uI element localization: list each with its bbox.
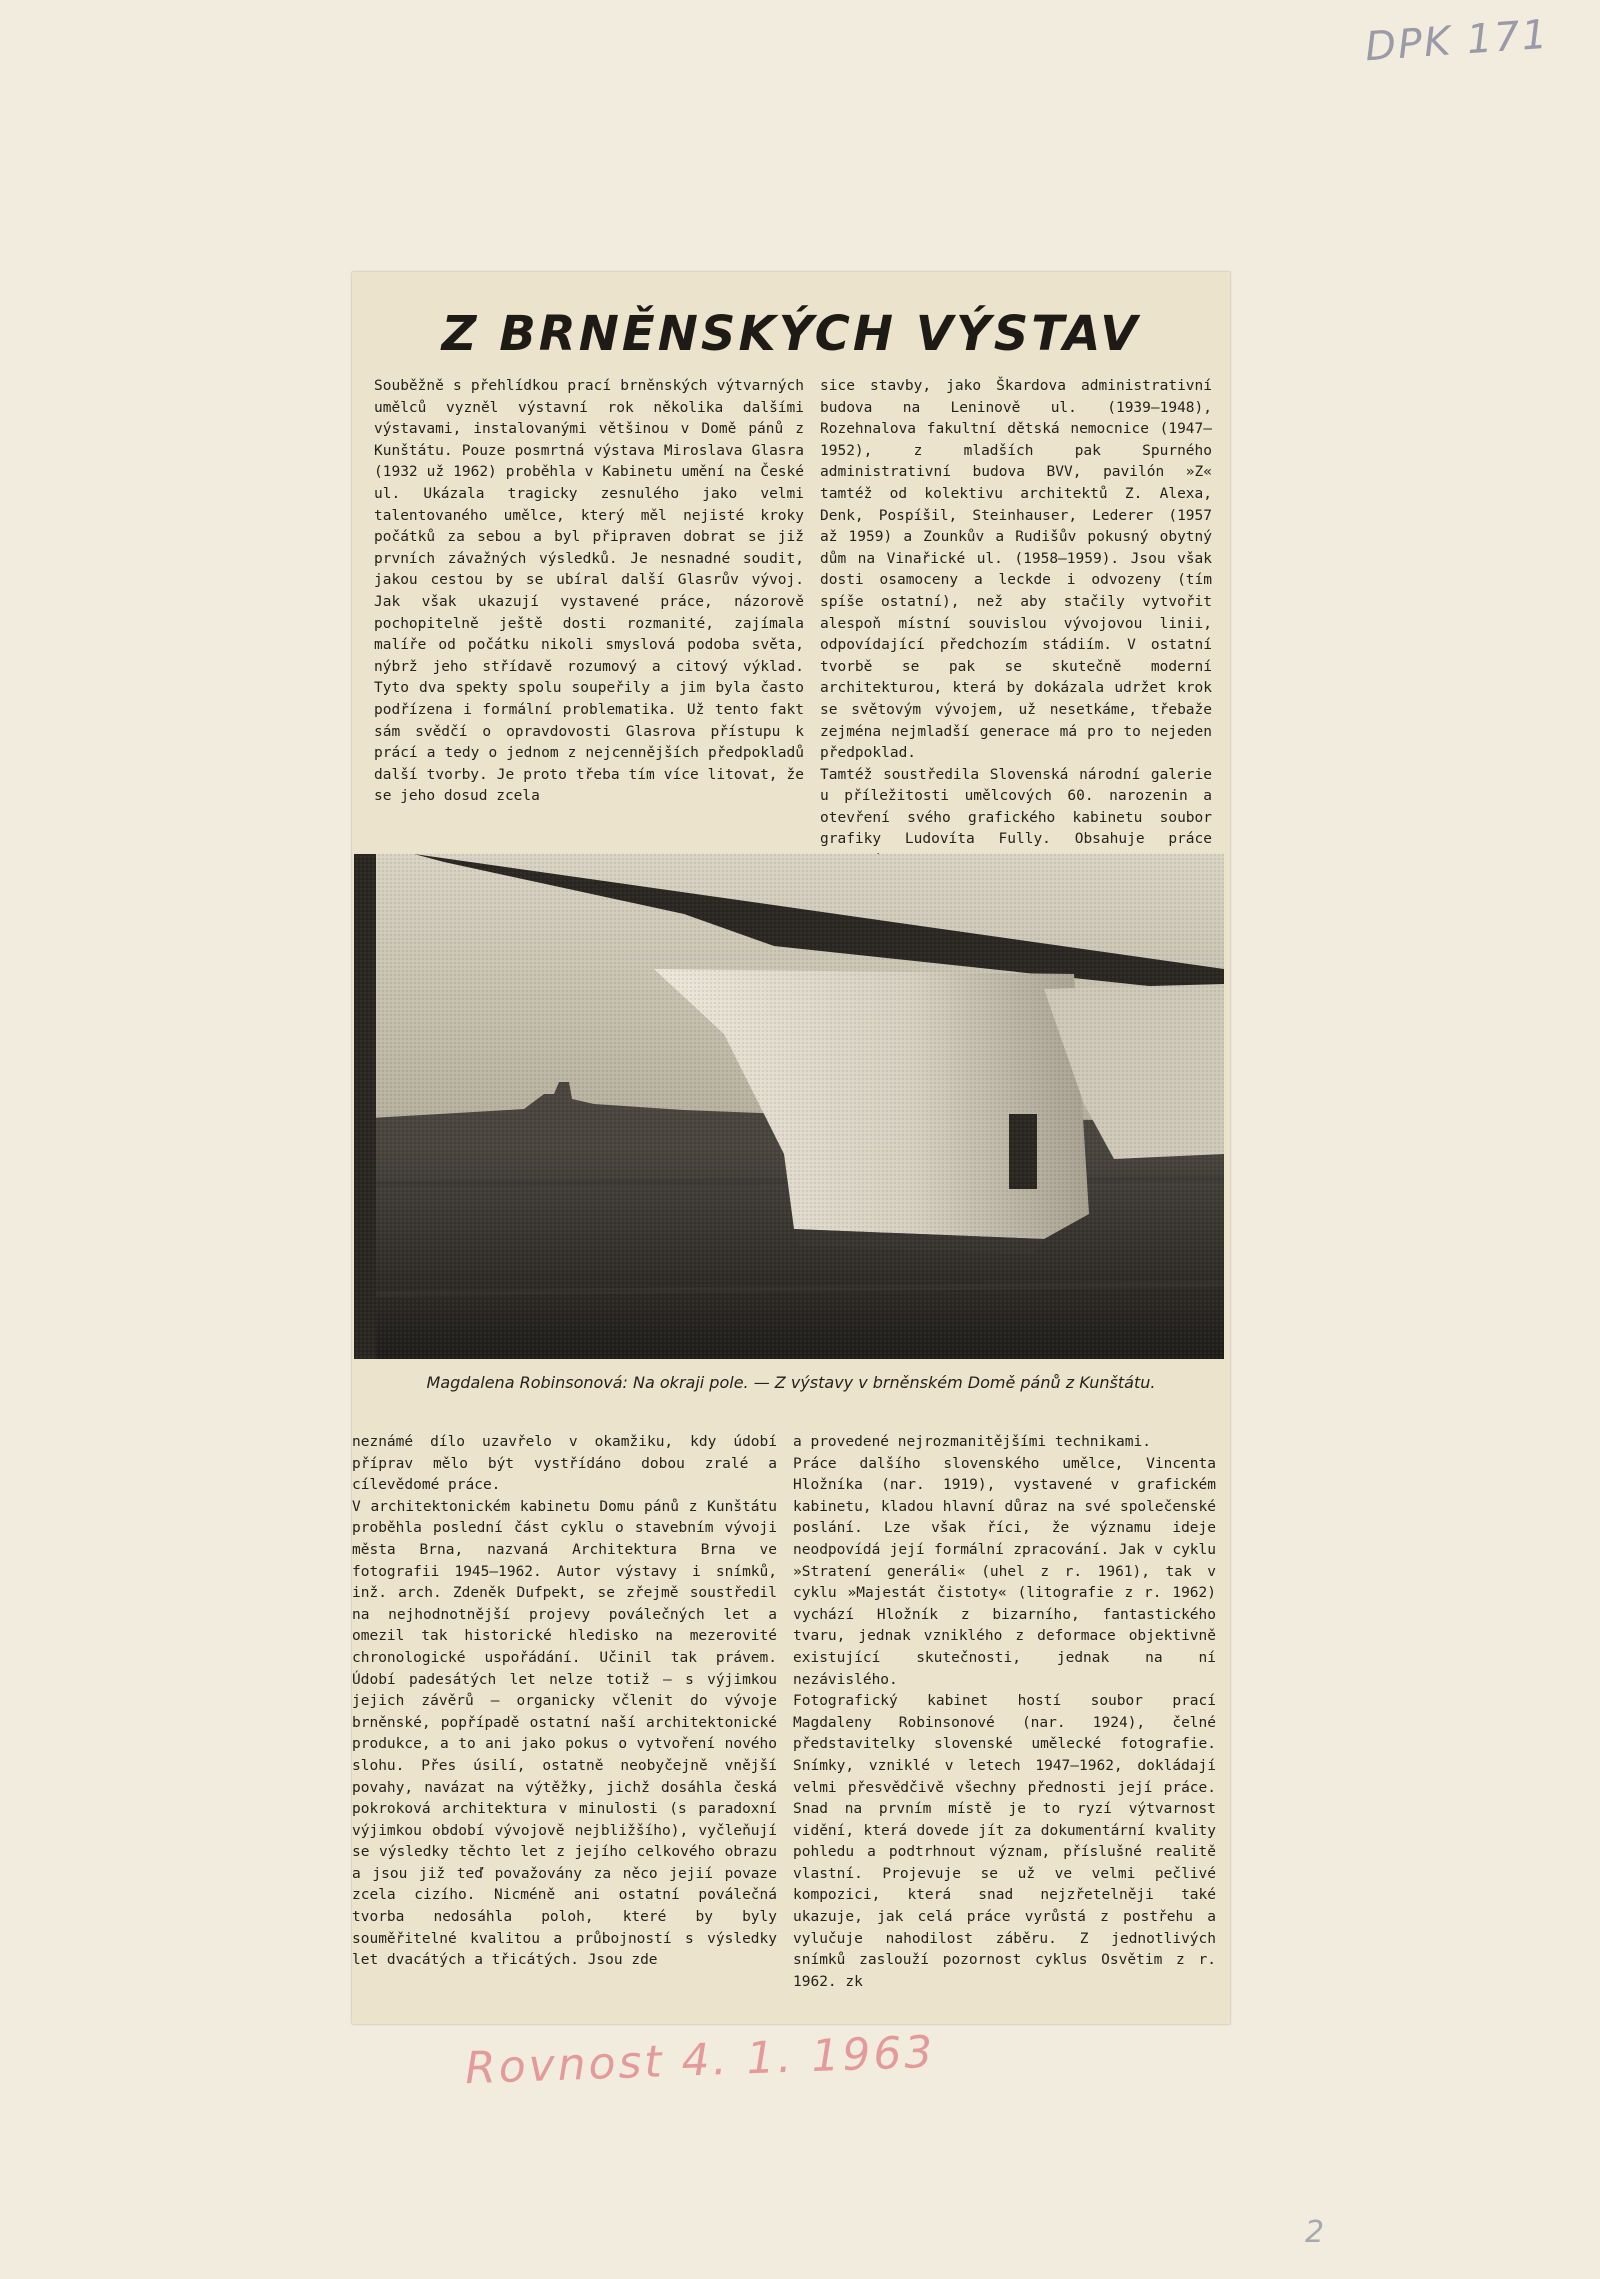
article-column-top-right: sice stavby, jako Škardova administrativní budova na Leninově ul. (1939—1948), Rozehnalova fakultní dětská nemocnice (1947—1952), z mladších pak Spurného administrativní budova BVV, pavilón »Z« tamtéž od kolektivu architektů Z. Alexa, Denk, Pospíšil, Steinhauser, Lederer (1957 až 1959) a Zounkův a Rudišův pokusný obytný dům na Vinařické ul. (1958—1959). Jsou však dosti osamoceny a leckde i odvozeny (tím spíše ostatní), než aby stačily vytvořit alespoň místní souvislou vývojovou linii, odpovídající předchozím stádiím. V ostatní tvorbě se pak se skutečně moderní architekturou, která by dokázala udržet krok se světovým vývojem, už nesetkáme, třebaže zejména nejmladší generace má pro to nejeden předpoklad. Tamtéž soustředila Slovenská národní galerie u příležitosti umělcových 60. narozenin a otevření svého grafického kabinetu soubor grafiky Ludovíta Fully. Obsahuje práce (820, 378, 1212, 848)
photo-caption: Magdalena Robinsonová: Na okraji pole. — Z výstavy v brněnském Domě pánů z Kunštátu. (426, 1373, 1156, 1392)
handwritten-source-note: Rovnost 4. 1. 1963 (464, 2026, 937, 2095)
newspaper-clipping (352, 272, 1230, 2024)
article-column-bottom-right: a provedené nejrozmanitějšími technikami. Práce dalšího slovenského umělce, Vincenta Hložníka (nar. 1919), vystavené v grafickém kabinetu, kladou hlavní důraz na své společenské poslání. Lze však říci, že významu ideje neodpovídá její formální zpracování. Jak v cyklu »Stratení generáli« (uhel z r. 1961), tak v cyklu »Majestát čistoty« (litografie z r. 1962) vychází Hložník z bizarního, fantastického tvaru, jednak vzniklého z deformace objektivně existující skutečnosti, jednak na ní nezávislého. Fotografický kabinet hostí soubor prací Magdaleny Robinsonové (nar. 1924), čelné představitelky slovenské umělecké fotografie. Snímky, vzniklé v letech 1947—1962, dokládají velmi přesvědčivě všechny přednosti její práce. Snad na prvním místě je to ryzí výtvarnost vidění, která dovede jít za dokumentární kvality pohledu a podtrhnout význam, příslušné realitě vlastní. Projevuje se už ve velmi pečlivé kompozici, která snad nejzřetelněji také ukazuje, jak celá práce vyrůstá z postřehu a vylučuje nahodilost záběru. Z jednotlivých snímků zaslouží pozornost cyklus Osvětim z r. 1962. zk (793, 1434, 1216, 1990)
article-column-top-left: Souběžně s přehlídkou prací brněnských výtvarných umělců vyzněl výstavní rok několika dalšími výstavami, instalovanými většinou v Domě pánů z Kunštátu. Pouze posmrtná výstava Miroslava Glasra (1932 už 1962) proběhla v Kabinetu umění na České ul. Ukázala tragicky zesnulého jako velmi talentovaného umělce, který měl nejisté kroky počátků za sebou a byl připraven dobrat se již prvních závažných výsledků. Je nesnadné soudit, jakou cestou by se ubíral další Glasrův vývoj. Jak však ukazují vystavené práce, názorově pochopitelně ještě dosti rozmanité, zajímala malíře od počátku nikoli smyslová podoba světa, nýbrž jeho střídavě rozumový a citový výklad. Tyto dva spekty spolu soupeřily a jim byla často podřízena i formální problematika. Už tento fakt sám svědčí o opravdovosti Glasrova přístupu k prácí a tedy o jednom z nejcennějších předpokladů další tvorby. Je proto třeba tím více litovat, že se jeho dosud zcela (374, 378, 804, 805)
headline: Z BRNĚNSKÝCH VÝSTAV (441, 306, 1141, 362)
photo (354, 854, 1224, 1359)
archive-mark: DPK 171 (1363, 11, 1551, 71)
article-column-bottom-left: neznámé dílo uzavřelo v okamžiku, kdy údobí příprav mělo být vystřídáno dobou zralé a cílevědomé práce. V architektonickém kabinetu Domu pánů z Kunštátu proběhla poslední část cyklu o stavebním vývoji města Brna, nazvaná Architektura Brna ve fotografii 1945—1962. Autor výstavy i snímků, inž. arch. Zdeněk Dufpekt, se zřejmě soustředil na nejhodnotnější projevy poválečných let a omezil tak historické hledisko na mezerovité chronologické uspořádání. Učinil tak právem. Údobí padesátých let nelze totiž — s výjimkou jejich závěrů — organicky včlenit do vývoje brněnské, popřípadě ostatní naší architektonické produkce, a to ani jako pokus o vytvoření nového slohu. Přes úsilí, ostatně neobyčejně vnější povahy, navázat na výtěžky, jichž dosáhla česká pokroková architektura v minulosti (s paradoxní výjimkou období vývojově nejbližšího), vyčleňují se výsledky těchto let z jejího celkového obrazu a jsou již teď považovány za něco jejií povaze zcela cizího. Nicméně ani ostatní poválečná tvorba nedosáhla poloh, které by byly souměřitelné kvalitou a průbojností s výsledky let dvacátých a třicátých. Jsou zde (352, 1434, 777, 1969)
page-number-mark: 2 (1305, 2215, 1325, 2250)
